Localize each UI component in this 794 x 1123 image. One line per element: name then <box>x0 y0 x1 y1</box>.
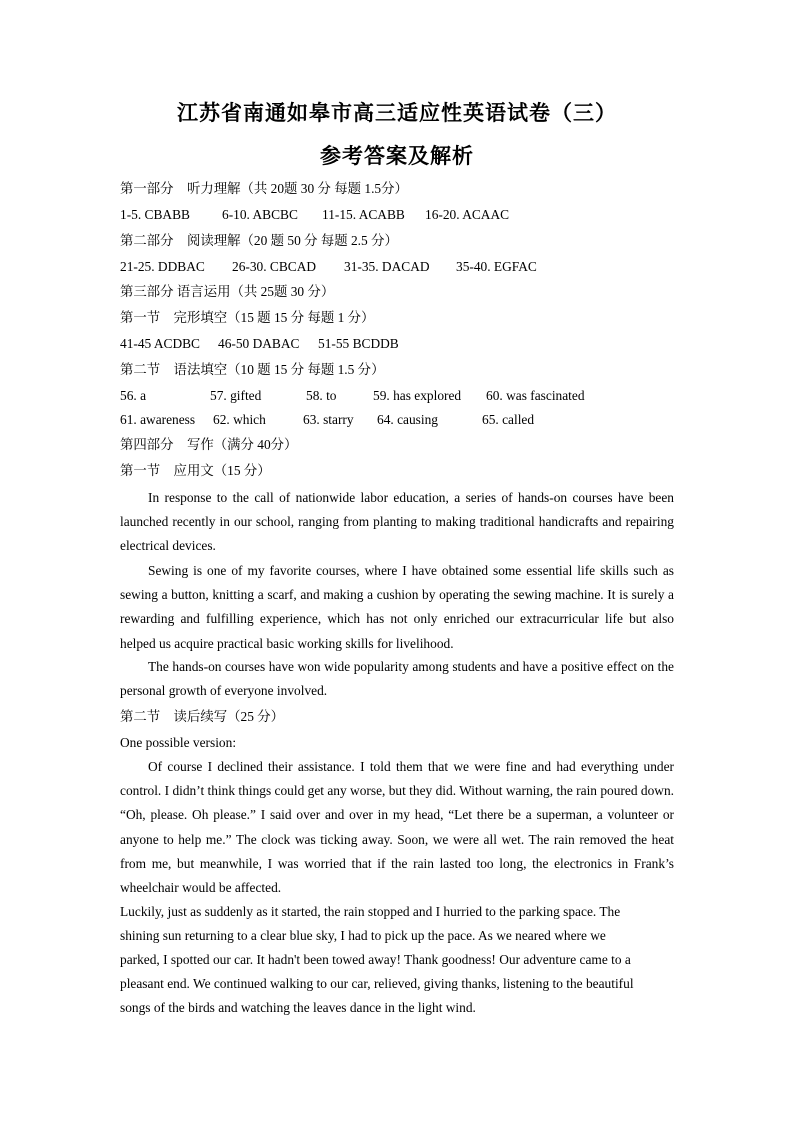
document-subtitle: 参考答案及解析 <box>320 143 474 168</box>
answer-group: 11-15. ACABB <box>322 207 405 222</box>
continuation-line: parked, I spotted our car. It hadn't been towed away! Thank goodness! Our adventure came to a <box>120 952 631 967</box>
part4-section2-heading: 第二节 读后续写（25 分） <box>120 709 285 724</box>
essay-paragraph: Sewing is one of my favorite courses, where I have obtained some essential life skills such as sewing a button, knitting a scarf, and making a cushion by operating the sewing machine. It is surely a rewarding and fulfilling experience, which has not only enriched our extracurricular life but also helped us acquire practical basic working skills for livelihood. <box>120 563 674 651</box>
answer-group: 1-5. CBABB <box>120 207 190 222</box>
essay-paragraph: The hands-on courses have won wide popularity among students and have a positive effect on the personal growth of everyone involved. <box>120 659 674 699</box>
grammar-answer: 64. causing <box>377 412 438 427</box>
continuation-line: shining sun returning to a clear blue sky, I had to pick up the pace. As we neared where we <box>120 928 606 943</box>
answer-group: 26-30. CBCAD <box>232 259 317 274</box>
grammar-answer: 65. called <box>482 412 535 427</box>
grammar-answer: 56. a <box>120 388 147 403</box>
answer-group: 41-45 ACDBC <box>120 336 200 351</box>
continuation-line: Luckily, just as suddenly as it started, the rain stopped and I hurried to the parking space. The <box>120 904 621 919</box>
grammar-answer: 58. to <box>306 388 337 403</box>
part4-section1-heading: 第一节 应用文（15 分） <box>120 463 271 478</box>
answer-group: 16-20. ACAAC <box>425 207 510 222</box>
answer-group: 21-25. DDBAC <box>120 259 205 274</box>
continuation-paragraph: Of course I declined their assistance. I told them that we were fine and had everything under control. I didn’t think things could get any worse, but they did. Without warning, the rain poured down. “Oh, please. Oh please.” I said over and over in my head, “Let there be a superman, a volunteer or anyone to help me.” The clock was ticking away. Soon, we were all wet. The rain removed the heat from me, but meanwhile, I was worried that if the rain lasted too long, the electronics in Frank’s wheelchair would be affected. <box>120 759 674 896</box>
answer-group: 6-10. ABCBC <box>222 207 298 222</box>
grammar-answer: 60. was fascinated <box>486 388 585 403</box>
part3-section2-heading: 第二节 语法填空（10 题 15 分 每题 1.5 分） <box>120 362 385 377</box>
continuation-line: songs of the birds and watching the leaves dance in the light wind. <box>120 1000 476 1015</box>
grammar-answer: 62. which <box>213 412 266 427</box>
essay-paragraph: In response to the call of nationwide labor education, a series of hands-on courses have been launched recently in our school, ranging from planting to making traditional handicrafts and repairing electrical devices. <box>120 490 674 554</box>
part3-section1-heading: 第一节 完形填空（15 题 15 分 每题 1 分） <box>120 310 375 325</box>
part3-heading: 第三部分 语言运用（共 25题 30 分） <box>120 284 335 299</box>
answer-group: 46-50 DABAC <box>218 336 300 351</box>
sample-intro: One possible version: <box>120 735 237 750</box>
part2-heading: 第二部分 阅读理解（20 题 50 分 每题 2.5 分） <box>120 233 398 248</box>
continuation-line: pleasant end. We continued walking to our car, relieved, giving thanks, listening to the beautiful <box>120 976 634 991</box>
part4-heading: 第四部分 写作（满分 40分） <box>120 437 298 452</box>
answer-group: 31-35. DACAD <box>344 259 430 274</box>
grammar-answer: 57. gifted <box>210 388 262 403</box>
part1-heading: 第一部分 听力理解（共 20题 30 分 每题 1.5分） <box>120 181 408 196</box>
grammar-answer: 61. awareness <box>120 412 196 427</box>
answer-group: 51-55 BCDDB <box>318 336 399 351</box>
grammar-answer: 59. has explored <box>373 388 462 403</box>
grammar-answer: 63. starry <box>303 412 354 427</box>
answer-group: 35-40. EGFAC <box>456 259 537 274</box>
document-title: 江苏省南通如皋市高三适应性英语试卷（三） <box>177 100 617 125</box>
